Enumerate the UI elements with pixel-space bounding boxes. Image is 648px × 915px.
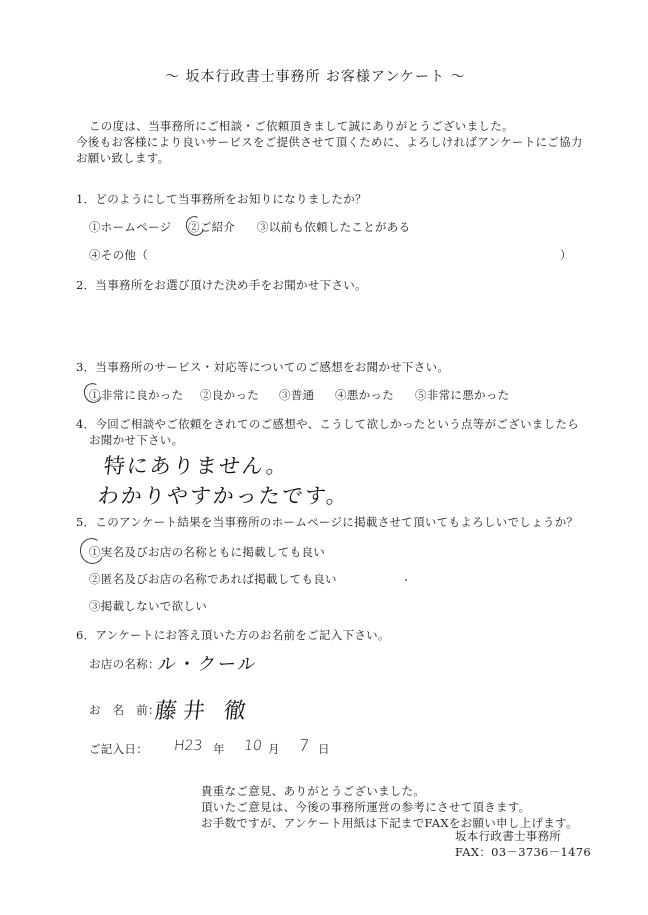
q5-option-1: ①実名及びお店の名称ともに掲載しても良い	[89, 545, 325, 559]
year-unit: 年	[213, 742, 225, 756]
q3-option-4: ④悪かった	[335, 388, 394, 402]
shop-name-label: お店の名称：	[89, 657, 160, 671]
office-name: 坂本行政書士事務所	[455, 829, 562, 843]
date-month-value: 10	[243, 738, 263, 754]
respondent-name-label: お 名 前：	[89, 703, 160, 717]
question-5: 5．このアンケート結果を当事務所のホームページに掲載させて頂いてもよろしいでしょうか？	[76, 515, 579, 529]
q3-option-3: ③普通	[279, 388, 315, 402]
page-title: 〜 坂本行政書士事務所 お客様アンケート 〜	[165, 69, 466, 85]
question-3: 3．当事務所のサービス・対応等についてのご感想をお聞かせ下さい。	[76, 360, 450, 374]
date-day-value: 7	[298, 736, 311, 755]
q1-other-close-paren: ）	[560, 248, 572, 262]
q4-handwritten-answer-line-1: 特にありません。	[102, 454, 291, 478]
q1-option-3: ③以前も依頼したことがある	[257, 220, 411, 234]
day-unit: 日	[318, 742, 330, 756]
intro-line-1: この度は、当事務所にご相談・ご依頼頂きまして誠にありがとうございました。	[89, 119, 514, 133]
month-unit: 月	[268, 742, 280, 756]
q5-option-2: ②匿名及びお店の名称であれば掲載しても良い	[89, 572, 337, 586]
q1-option-other: ④その他（	[89, 248, 148, 262]
q5-option-3: ③掲載しないで欲しい	[89, 599, 207, 613]
closing-line-1: 貴重なご意見、ありがとうございました。	[201, 784, 426, 798]
date-label: ご記入日：	[89, 742, 148, 756]
question-4-line-2: お聞かせ下さい。	[89, 433, 184, 447]
closing-line-2: 頂いたご意見は、今後の事務所運営の参考にさせて頂きます。	[201, 800, 531, 814]
q3-option-2: ②良かった	[200, 388, 259, 402]
q3-option-5: ⑤非常に悪かった	[415, 388, 510, 402]
q1-option-2: ②ご紹介	[188, 220, 236, 234]
stray-mark	[405, 579, 407, 581]
question-6: 6．アンケートにお答え頂いた方のお名前をご記入下さい。	[76, 628, 390, 642]
intro-line-3: お願い致します。	[76, 151, 170, 165]
question-1: 1．どのようにして当事務所をお知りになりましたか？	[76, 192, 367, 206]
respondent-name-value: 藤井 徹	[153, 699, 254, 724]
office-fax: FAX：03－3736－1476	[455, 845, 591, 859]
date-year-value: H23	[173, 738, 204, 754]
q3-option-1: ①非常に良かった	[89, 388, 184, 402]
question-4-line-1: 4．今回ご相談やご依頼をされてのご感想や、こうして欲しかったという点等がございましたら	[76, 417, 579, 431]
intro-line-2: 今後もお客様により良いサービスをご提供させて頂くために、よろしければアンケートにご協力	[76, 135, 583, 149]
question-2: 2．当事務所をお選び頂けた決め手をお聞かせ下さい。	[76, 278, 367, 292]
q4-handwritten-answer-line-2: わかりやすかったです。	[96, 484, 351, 508]
shop-name-value: ル・クール	[156, 654, 259, 675]
closing-line-3: お手数ですが、アンケート用紙は下記までFAXをお願い申し上げます。	[201, 816, 578, 830]
q1-option-1: ①ホームページ	[89, 220, 172, 234]
